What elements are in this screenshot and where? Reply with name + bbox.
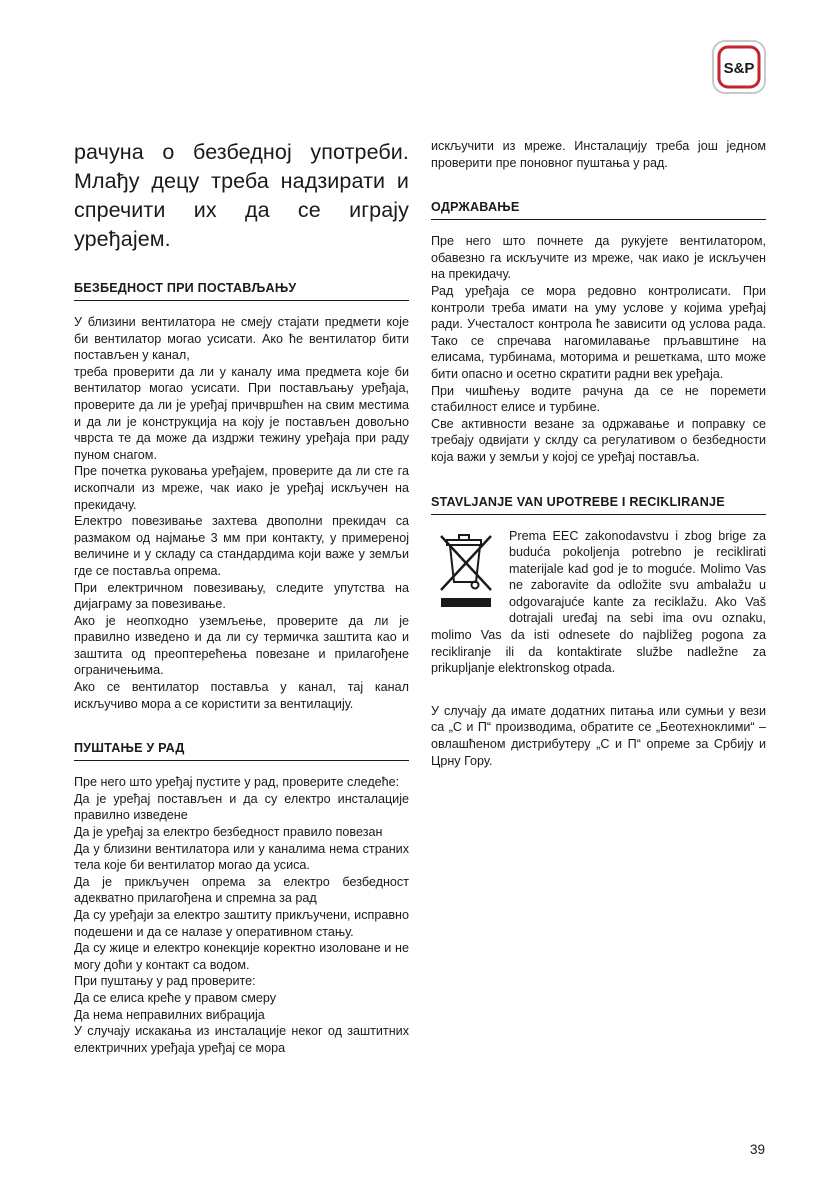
paragraph: Да су жице и електро конекције коректно изоловане и не могу доћи у контакт са водом. (74, 941, 409, 972)
paragraph: Да у близини вентилатора или у каналима нема страних тела које би вентилатор могао да усиса. (74, 841, 409, 873)
paragraph: У близини вентилатора не смеју стајати предмети које би вентилатор могао усисати. Ако ће вентилатор бити постављен у канал, (74, 315, 409, 363)
section-heading: STAVLJANJE VAN UPOTREBE I RECIKLIRANJE (431, 492, 766, 515)
section-safety-install (74, 278, 409, 712)
right-column (431, 138, 766, 769)
paragraph: Да је уређај за електро безбедност правило повезан (74, 825, 383, 840)
sp-logo-icon (712, 40, 766, 94)
paragraph: Да је уређај постављен и да су електро инсталације правилно изведене (74, 791, 409, 823)
svg-text:S&P: S&P (723, 60, 755, 77)
paragraph: При пуштању у рад проверите: (74, 974, 256, 989)
recycling-body (431, 528, 766, 677)
contact-paragraph: У случају да имате додатних питања или сумњи у вези са „С и П“ производима, обратите се „Беотехноклими“ – овлашћеном дистрибутеру „С и П“ опреме за Србију и Црну Гору. (431, 703, 766, 768)
paragraph: Да су уређаји за електро заштиту прикључени, исправно подешени и да се налазе у оперативном стању. (74, 908, 409, 939)
section-startup (74, 738, 409, 1056)
paragraph: Електро повезивање захтева двополни прекидач са размаком од најмање 3 мм при контакту, у примереној величине и у складу са стандардима који важе у земљи где се поставља опрема. (74, 514, 409, 578)
paragraph: Ако је неопходно уземљење, проверите да ли је правилно изведено и да ли су термичка заштита као и заштита од преоптерећења повезане и прилагођене ограничењима. (74, 613, 409, 678)
section-maintenance (431, 197, 766, 465)
paragraph: При чишћењу водите рачуна да се не поремети стабилност елисе и турбине. (431, 383, 766, 415)
paragraph: При електричном повезивању, следите упутства на дијаграму за повезивање. (74, 580, 409, 612)
intro-text: рачуна о безбедној употреби. Млађу децу треба надзирати и спречити их да се играју уређајем. (74, 140, 409, 251)
paragraph: Ако се вентилатор поставља у канал, тај канал искључиво мора а се користити за вентилацију. (74, 680, 409, 711)
recycling-text: Prema EEC zakonodavstvu i zbog brige za buduća pokoljenja potrebno je reciklirati materijale kad god je to moguće. Molimo Vas ne zaboravite da odložite svu ambalažu u odgovarajuće kante za reciklažu. Ako Vaš dotrajali uređaj na sebi ima ovu oznaku, molimo Vas da isti odnesete do najbližeg pogona za recikliranje ili da kontaktirate službe nadležne za prikupljanje elektronskog otpada. (431, 528, 766, 676)
section-body (74, 774, 409, 1056)
section-heading: ОДРЖАВАЊЕ (431, 197, 766, 220)
paragraph: Све активности везане за одржавање и поправку се требају одвијати у склду са регулативом о безбедности која важи у земљи у којој се уређај поставља. (431, 416, 766, 464)
paragraph: треба проверити да ли у каналу има предмета које би вентилатор могао усисати. При постављању уређаја, проверите да ли је уређај причвршћен на свим местима и да ли је конструкција на коју је постављен довољно чврста те да може да издржи тежину уређаја при раду пуном снагом. (74, 364, 409, 462)
section-heading: ПУШТАЊЕ У РАД (74, 738, 409, 761)
section-body (431, 233, 766, 465)
paragraph: Пре него што уређај пустите у рад, проверите следеће: (74, 775, 400, 790)
paragraph: Рад уређаја се мора редовно контролисати. При контроли треба имати на уму услове у којима уређај ради. Учесталост контрола ће зависити од услова рада. Тако се спречава нагомилавање прљавштине на елисама, турбинама, моторима и решеткама, што може бити опасно и осетно скратити радни век уређаја. (431, 283, 766, 381)
page-number: 39 (749, 1142, 765, 1157)
paragraph: Да је прикључен опрема за електро безбедност адекватно прилагођена и спремна за рад (74, 874, 409, 906)
paragraph: Да се елиса креће у правом смеру (74, 990, 277, 1005)
continuation-paragraph: искључити из мреже. Инсталацију треба још једном проверити пре поновног пуштања у рад. (431, 139, 766, 170)
paragraph: Да нема неправилних вибрација (74, 1007, 265, 1022)
crossed-out-wheelie-bin-icon (431, 530, 501, 610)
section-heading: БЕЗБЕДНОСТ ПРИ ПОСТАВЉАЊУ (74, 278, 409, 301)
section-body (74, 314, 409, 712)
paragraph: У случају искакања из инсталације неког од заштитних електричних уређаја уређај се мора (74, 1024, 409, 1055)
paragraph: Пре него што почнете да рукујете вентилатором, обавезно га искључите из мреже, чак иако је искључен на прекидачу. (431, 234, 766, 282)
section-recycling (431, 492, 766, 677)
paragraph: Пре почетка руковања уређајем, проверите да ли сте га ископчали из мреже, чак иако је уређај искључен на прекидачу. (74, 464, 409, 512)
left-column (74, 138, 409, 1082)
